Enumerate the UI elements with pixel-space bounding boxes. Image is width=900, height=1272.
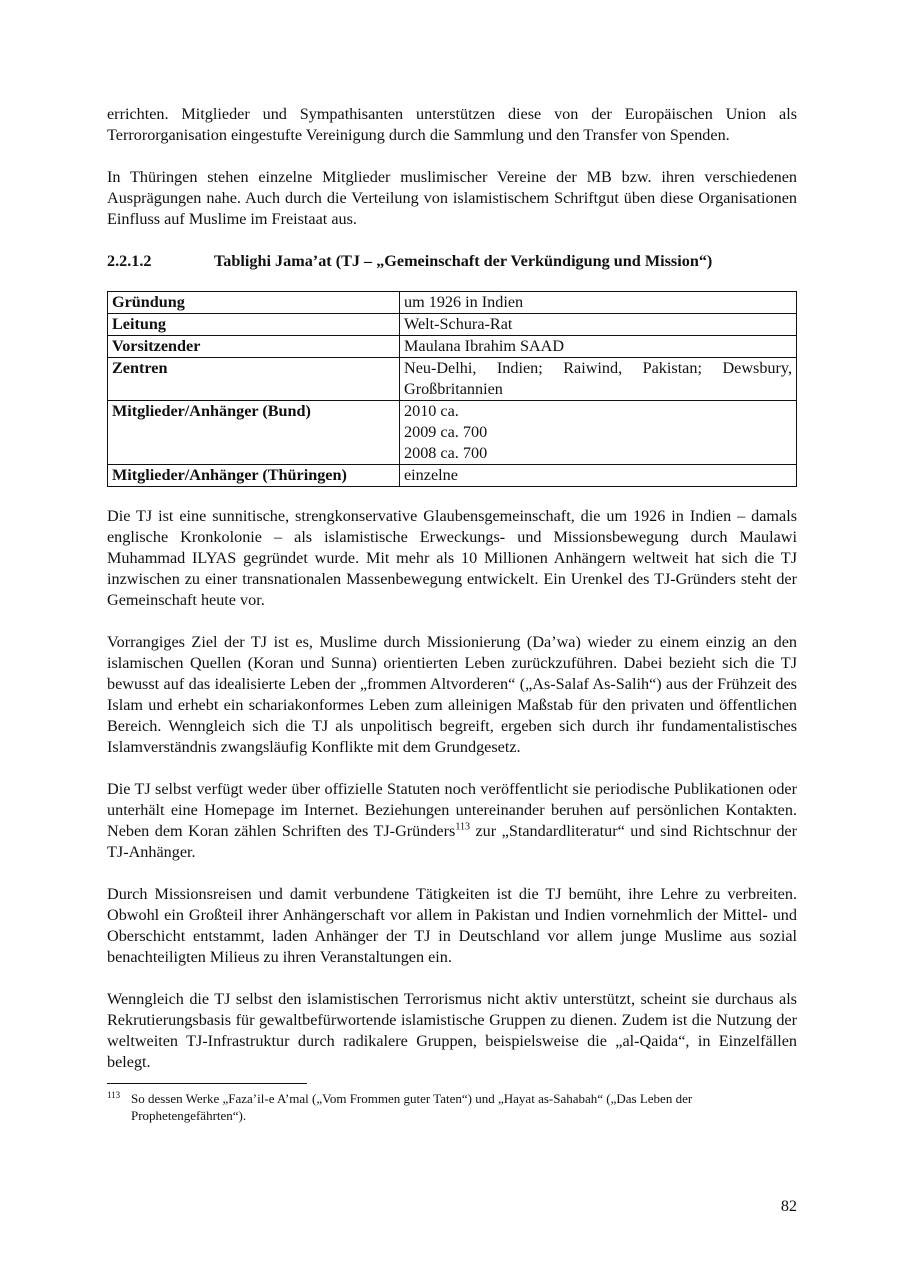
paragraph-text: zur „Standardliteratur“ und sind Richtschnur der TJ-Anhänger. <box>107 822 797 861</box>
footnote-divider <box>107 1083 307 1084</box>
row-value: Welt-Schura-Rat <box>400 314 797 336</box>
body-paragraph-2: Vorrangiges Ziel der TJ ist es, Muslime durch Missionierung (Da’wa) wieder zu einem einzig an den islamischen Quellen (Koran und Sunna) orientierten Leben zurückzuführen. Dabei bezieht sich die TJ bewusst auf das idealisierte Leben der „frommen Altvorderen“ („As-Salaf As-Salih“) aus der Frühzeit des Islam und erhebt ein schariakonformes Leben zum alleinigen Maßstab für den privaten und öffentlichen Bereich. Wenngleich sich die TJ als unpolitisch begreift, ergeben sich durch ihr fundamentalistisches Islamverständnis zwangsläufig Konflikte mit dem Grundgesetz. <box>107 633 797 756</box>
footnote-text: So dessen Werke „Faza’il-e A’mal („Vom Frommen guter Taten“) und „Hayat as-Sahabah“ („Das Leben der Prophetengefährten“). <box>131 1091 693 1123</box>
footnote <box>107 1090 797 1124</box>
document-page <box>107 104 797 1124</box>
row-value: Maulana Ibrahim SAAD <box>400 336 797 358</box>
body-paragraph-3 <box>107 779 797 863</box>
row-label: Leitung <box>108 314 400 336</box>
info-table <box>107 291 797 487</box>
row-label: Mitglieder/Anhänger (Bund) <box>108 401 400 465</box>
body-paragraph-5: Wenngleich die TJ selbst den islamistischen Terrorismus nicht aktiv unterstützt, scheint sie durchaus als Rekrutierungsbasis für gewaltbefürwortende islamistische Gruppen zu dienen. Zudem ist die Nutzung der weltweiten TJ-Infrastruktur durch radikalere Gruppen, beispielsweise die „al-Qaida“, in Einzelfällen belegt. <box>107 990 797 1071</box>
value-line: 2010 ca. <box>404 402 459 420</box>
value-line: 2009 ca. 700 <box>404 423 488 441</box>
table-row <box>108 314 797 336</box>
page-number: 82 <box>780 1197 797 1215</box>
table-row <box>108 336 797 358</box>
row-value: Neu-Delhi, Indien; Raiwind, Pakistan; Dewsbury, Großbritannien <box>400 358 797 401</box>
body-paragraph-4: Durch Missionsreisen und damit verbundene Tätigkeiten ist die TJ bemüht, ihre Lehre zu verbreiten. Obwohl ein Großteil ihrer Anhängerschaft vor allem in Pakistan und Indien vornehmlich der Mittel- und Oberschicht entstammt, laden Anhänger der TJ in Deutschland vor allem junge Muslime aus sozial benachteiligten Milieus zu ihren Veranstaltungen ein. <box>107 885 797 966</box>
table-row <box>108 401 797 465</box>
intro-paragraph-1: errichten. Mitglieder und Sympathisanten unterstützen diese von der Europäischen Union als Terrororganisation eingestufte Vereinigung durch die Sammlung und den Transfer von Spenden. <box>107 105 797 144</box>
section-heading <box>107 251 797 272</box>
table-row <box>108 465 797 487</box>
row-label: Mitglieder/Anhänger (Thüringen) <box>108 465 400 487</box>
row-label: Gründung <box>108 292 400 314</box>
table-row <box>108 358 797 401</box>
body-paragraph-1: Die TJ ist eine sunnitische, strengkonservative Glaubensgemeinschaft, die um 1926 in Indien – damals englische Kronkolonie – als islamistische Erweckungs- und Missionsbewegung durch Maulawi Muhammad ILYAS gegründet wurde. Mit mehr als 10 Millionen Anhängern weltweit hat sich die TJ inzwischen zu einer transnationalen Massenbewegung entwickelt. Ein Urenkel des TJ-Gründers steht der Gemeinschaft heute vor. <box>107 507 797 609</box>
footnote-reference[interactable]: 113 <box>455 821 470 833</box>
footnote-number: 113 <box>107 1090 121 1100</box>
row-value: einzelne <box>400 465 797 487</box>
row-label: Zentren <box>108 358 400 401</box>
table-row <box>108 292 797 314</box>
row-value <box>400 401 797 465</box>
row-label: Vorsitzender <box>108 336 400 358</box>
section-title: Tablighi Jama’at (TJ – „Gemeinschaft der Verkündigung und Mission“) <box>214 252 713 270</box>
paragraph-text: Die TJ selbst verfügt weder über offizielle Statuten noch veröffentlicht sie periodische Publikationen oder unterhält eine Homepage im Internet. Beziehungen untereinander beruhen auf persönlichen Kontakten. Neben dem Koran zählen Schriften des TJ-Gründers <box>107 780 797 840</box>
section-number: 2.2.1.2 <box>107 252 152 270</box>
row-value: um 1926 in Indien <box>400 292 797 314</box>
intro-paragraph-2: In Thüringen stehen einzelne Mitglieder muslimischer Vereine der MB bzw. ihren verschiedenen Ausprägungen nahe. Auch durch die Verteilung von islamistischem Schriftgut üben diese Organisationen Einfluss auf Muslime im Freistaat aus. <box>107 168 797 228</box>
value-line: 2008 ca. 700 <box>404 444 488 462</box>
